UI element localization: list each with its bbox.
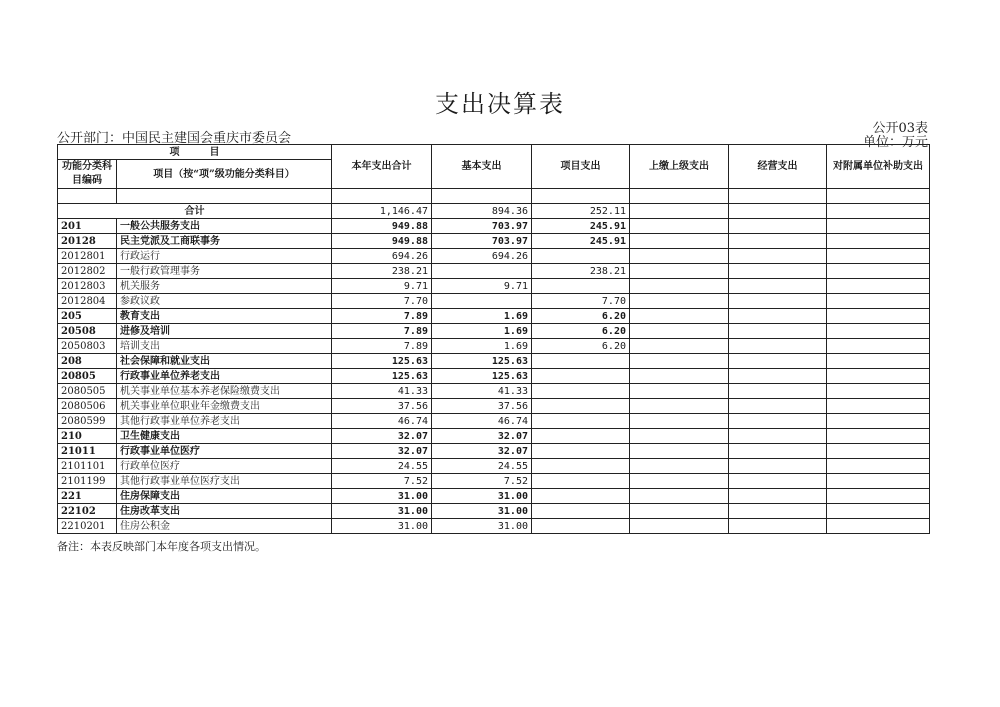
row-code: 201: [58, 219, 117, 234]
row-business: [729, 279, 827, 294]
row-total: 7.52: [332, 474, 432, 489]
row-basic: 9.71: [432, 279, 532, 294]
row-upper: [630, 249, 729, 264]
row-upper: [630, 504, 729, 519]
row-business: [729, 339, 827, 354]
row-subsidy: [827, 384, 930, 399]
row-subsidy: [827, 489, 930, 504]
row-business: [729, 354, 827, 369]
row-name: 行政单位医疗: [117, 459, 332, 474]
row-upper: [630, 264, 729, 279]
table-row: [58, 219, 930, 234]
row-total: 24.55: [332, 459, 432, 474]
row-code: 210: [58, 429, 117, 444]
header-total: 本年支出合计: [332, 145, 432, 189]
row-code: 2012803: [58, 279, 117, 294]
row-basic: 46.74: [432, 414, 532, 429]
row-upper: [630, 519, 729, 534]
row-business: [729, 444, 827, 459]
department-label: 公开部门：中国民主建国会重庆市委员会: [57, 131, 292, 146]
table-row: [58, 249, 930, 264]
row-code: 2080505: [58, 384, 117, 399]
row-name: 一般行政管理事务: [117, 264, 332, 279]
row-code: 208: [58, 354, 117, 369]
row-total: 41.33: [332, 384, 432, 399]
row-total: 7.89: [332, 309, 432, 324]
spacer-row: [58, 189, 930, 204]
row-basic: 703.97: [432, 219, 532, 234]
row-code: 205: [58, 309, 117, 324]
row-upper: [630, 234, 729, 249]
row-name: 教育支出: [117, 309, 332, 324]
row-basic: 41.33: [432, 384, 532, 399]
row-subsidy: [827, 309, 930, 324]
row-subsidy: [827, 339, 930, 354]
row-name: 住房公积金: [117, 519, 332, 534]
row-code: 2050803: [58, 339, 117, 354]
row-subsidy: [827, 294, 930, 309]
row-upper: [630, 339, 729, 354]
row-project: [532, 399, 630, 414]
row-basic: 31.00: [432, 519, 532, 534]
row-name: 住房保障支出: [117, 489, 332, 504]
expenditure-table: [57, 144, 930, 534]
row-business: [729, 414, 827, 429]
row-total: 32.07: [332, 444, 432, 459]
row-name: 一般公共服务支出: [117, 219, 332, 234]
row-upper: [630, 279, 729, 294]
row-code: 2012801: [58, 249, 117, 264]
table-row: [58, 489, 930, 504]
header-subsidy: 对附属单位补助支出: [827, 145, 930, 189]
row-project: [532, 519, 630, 534]
row-basic: [432, 294, 532, 309]
row-upper: [630, 444, 729, 459]
row-code: 20508: [58, 324, 117, 339]
header-code: 功能分类科目编码: [58, 160, 117, 189]
row-basic: 24.55: [432, 459, 532, 474]
row-business: [729, 384, 827, 399]
row-subsidy: [827, 234, 930, 249]
total-row: [58, 204, 930, 219]
row-code: 20805: [58, 369, 117, 384]
row-upper: [630, 399, 729, 414]
table-row: [58, 444, 930, 459]
row-name: 培训支出: [117, 339, 332, 354]
row-code: 2012802: [58, 264, 117, 279]
row-total: 125.63: [332, 369, 432, 384]
row-total: 7.89: [332, 324, 432, 339]
row-project: [532, 279, 630, 294]
table-row: [58, 264, 930, 279]
row-project: [532, 489, 630, 504]
row-upper: [630, 489, 729, 504]
row-business: [729, 474, 827, 489]
page-title: 支出决算表: [435, 90, 565, 118]
row-total: 7.70: [332, 294, 432, 309]
row-code: 2012804: [58, 294, 117, 309]
row-name: 行政运行: [117, 249, 332, 264]
row-project: [532, 459, 630, 474]
row-upper: [630, 459, 729, 474]
footnote: 备注：本表反映部门本年度各项支出情况。: [57, 540, 266, 553]
row-business: [729, 489, 827, 504]
row-basic: 7.52: [432, 474, 532, 489]
row-name: 其他行政事业单位医疗支出: [117, 474, 332, 489]
row-project: [532, 444, 630, 459]
row-code: 2080599: [58, 414, 117, 429]
row-upper: [630, 309, 729, 324]
row-business: [729, 399, 827, 414]
row-basic: 32.07: [432, 444, 532, 459]
table-row: [58, 279, 930, 294]
row-project: 245.91: [532, 234, 630, 249]
row-basic: 703.97: [432, 234, 532, 249]
row-total: 31.00: [332, 489, 432, 504]
table-row: [58, 324, 930, 339]
row-name: 其他行政事业单位养老支出: [117, 414, 332, 429]
row-subsidy: [827, 219, 930, 234]
row-project: 245.91: [532, 219, 630, 234]
table-row: [58, 474, 930, 489]
row-business: [729, 459, 827, 474]
total-project: 252.11: [532, 204, 630, 219]
row-upper: [630, 354, 729, 369]
row-subsidy: [827, 399, 930, 414]
row-total: 32.07: [332, 429, 432, 444]
row-code: 21011: [58, 444, 117, 459]
row-total: 46.74: [332, 414, 432, 429]
row-total: 31.00: [332, 519, 432, 534]
row-total: 238.21: [332, 264, 432, 279]
row-subsidy: [827, 444, 930, 459]
row-total: 9.71: [332, 279, 432, 294]
row-code: 221: [58, 489, 117, 504]
table-row: [58, 414, 930, 429]
row-project: 7.70: [532, 294, 630, 309]
row-subsidy: [827, 504, 930, 519]
total-label: 合计: [58, 204, 332, 219]
row-total: 37.56: [332, 399, 432, 414]
row-code: 2101101: [58, 459, 117, 474]
form-number: 公开03表: [872, 121, 928, 136]
row-code: 20128: [58, 234, 117, 249]
row-upper: [630, 384, 729, 399]
table-body: [58, 189, 930, 534]
table-row: [58, 369, 930, 384]
row-project: [532, 429, 630, 444]
row-subsidy: [827, 459, 930, 474]
row-subsidy: [827, 429, 930, 444]
table-row: [58, 339, 930, 354]
row-project: 6.20: [532, 309, 630, 324]
row-project: [532, 384, 630, 399]
row-project: 6.20: [532, 324, 630, 339]
row-project: [532, 354, 630, 369]
row-total: 7.89: [332, 339, 432, 354]
row-name: 住房改革支出: [117, 504, 332, 519]
row-name: 机关服务: [117, 279, 332, 294]
row-subsidy: [827, 474, 930, 489]
table-row: [58, 504, 930, 519]
row-upper: [630, 414, 729, 429]
row-name: 机关事业单位职业年金缴费支出: [117, 399, 332, 414]
row-basic: 1.69: [432, 309, 532, 324]
header-business: 经营支出: [729, 145, 827, 189]
row-basic: 37.56: [432, 399, 532, 414]
row-name: 参政议政: [117, 294, 332, 309]
row-upper: [630, 324, 729, 339]
row-basic: 1.69: [432, 339, 532, 354]
header-project: 项目支出: [532, 145, 630, 189]
row-name: 民主党派及工商联事务: [117, 234, 332, 249]
row-project: [532, 504, 630, 519]
header-basic: 基本支出: [432, 145, 532, 189]
unit-label: 单位：万元: [862, 135, 928, 150]
row-business: [729, 369, 827, 384]
row-name: 卫生健康支出: [117, 429, 332, 444]
row-upper: [630, 474, 729, 489]
row-code: 2210201: [58, 519, 117, 534]
header-item-group: 项 目: [58, 145, 332, 160]
row-subsidy: [827, 324, 930, 339]
row-upper: [630, 429, 729, 444]
row-total: 949.88: [332, 219, 432, 234]
row-business: [729, 249, 827, 264]
row-basic: 31.00: [432, 504, 532, 519]
row-basic: 32.07: [432, 429, 532, 444]
row-code: 22102: [58, 504, 117, 519]
row-project: [532, 369, 630, 384]
table-row: [58, 399, 930, 414]
row-business: [729, 264, 827, 279]
row-project: [532, 249, 630, 264]
row-subsidy: [827, 264, 930, 279]
table-row: [58, 354, 930, 369]
row-subsidy: [827, 279, 930, 294]
row-name: 机关事业单位基本养老保险缴费支出: [117, 384, 332, 399]
table-row: [58, 519, 930, 534]
header-name: 项目（按“项”级功能分类科目）: [117, 160, 332, 189]
row-code: 2080506: [58, 399, 117, 414]
table-row: [58, 429, 930, 444]
row-name: 行政事业单位医疗: [117, 444, 332, 459]
table-row: [58, 234, 930, 249]
total-sum: 1,146.47: [332, 204, 432, 219]
row-basic: 125.63: [432, 354, 532, 369]
row-business: [729, 294, 827, 309]
row-project: 6.20: [532, 339, 630, 354]
row-project: [532, 474, 630, 489]
row-business: [729, 519, 827, 534]
row-basic: [432, 264, 532, 279]
row-name: 进修及培训: [117, 324, 332, 339]
row-subsidy: [827, 354, 930, 369]
row-subsidy: [827, 519, 930, 534]
row-business: [729, 429, 827, 444]
row-total: 125.63: [332, 354, 432, 369]
row-project: 238.21: [532, 264, 630, 279]
row-name: 社会保障和就业支出: [117, 354, 332, 369]
table-row: [58, 459, 930, 474]
row-subsidy: [827, 369, 930, 384]
table-row: [58, 384, 930, 399]
row-total: 949.88: [332, 234, 432, 249]
table-row: [58, 309, 930, 324]
header-upper: 上缴上级支出: [630, 145, 729, 189]
row-business: [729, 504, 827, 519]
row-upper: [630, 294, 729, 309]
row-basic: 125.63: [432, 369, 532, 384]
total-basic: 894.36: [432, 204, 532, 219]
row-basic: 1.69: [432, 324, 532, 339]
row-total: 694.26: [332, 249, 432, 264]
row-basic: 31.00: [432, 489, 532, 504]
row-business: [729, 309, 827, 324]
table-row: [58, 294, 930, 309]
row-upper: [630, 219, 729, 234]
row-subsidy: [827, 249, 930, 264]
row-project: [532, 414, 630, 429]
row-business: [729, 234, 827, 249]
row-upper: [630, 369, 729, 384]
row-basic: 694.26: [432, 249, 532, 264]
row-subsidy: [827, 414, 930, 429]
row-business: [729, 324, 827, 339]
row-code: 2101199: [58, 474, 117, 489]
row-business: [729, 219, 827, 234]
row-total: 31.00: [332, 504, 432, 519]
row-name: 行政事业单位养老支出: [117, 369, 332, 384]
